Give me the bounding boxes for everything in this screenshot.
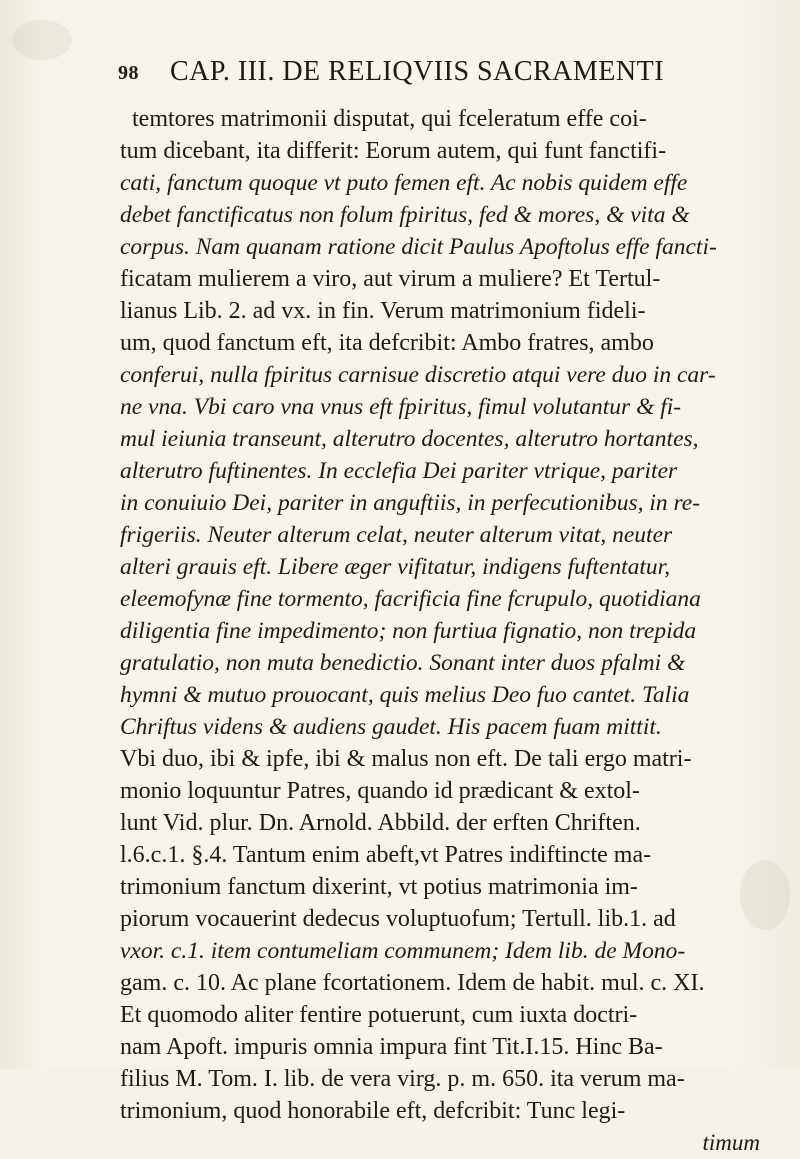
text-line: gratulatio, non muta benedictio. Sonant inter duos pfalmi & — [120, 650, 686, 676]
text-line: filius M. Tom. I. lib. de vera virg. p. m. 650. ita verum ma- — [120, 1066, 685, 1092]
text-line: Vbi duo, ibi & ipfe, ibi & malus non eft. De tali ergo matri- — [120, 746, 692, 772]
text-line: temtores matrimonii disputat, qui fceleratum effe coi- — [132, 106, 647, 132]
text-line: mul ieiunia transeunt, alterutro docentes, alterutro hortantes, — [120, 426, 699, 452]
text-line: lianus Lib. 2. ad vx. in fin. Verum matrimonium fideli- — [120, 298, 646, 324]
text-line: ne vna. Vbi caro vna vnus eft fpiritus, fimul volutantur & fi- — [120, 394, 682, 420]
text-line: debet fanctificatus non folum fpiritus, fed & mores, & vita & — [120, 202, 690, 228]
text-line: um, quod fanctum eft, ita defcribit: Ambo fratres, ambo — [120, 330, 654, 356]
catchword: timum — [702, 1130, 760, 1155]
text-line: in conuiuio Dei, pariter in anguftiis, in perfecutionibus, in re- — [120, 490, 701, 516]
text-line: hymni & mutuo prouocant, quis melius Deo fuo cantet. Talia — [120, 682, 690, 708]
chapter-title: CAP. III. DE RELIQVIIS SACRAMENTI — [170, 56, 665, 87]
text-line: vxor. c.1. item contumeliam communem; Idem lib. de Mono- — [120, 938, 686, 964]
paper-stain — [12, 20, 72, 60]
text-line: cati, fanctum quoque vt puto femen eft. Ac nobis quidem effe — [120, 170, 688, 196]
text-line: eleemofynæ fine tormento, facrificia fine fcrupulo, quotidiana — [120, 586, 701, 612]
text-line: gam. c. 10. Ac plane fcortationem. Idem de habit. mul. c. XI. — [120, 970, 705, 996]
text-line: lunt Vid. plur. Dn. Arnold. Abbild. der erften Chriften. — [120, 810, 641, 836]
text-line: corpus. Nam quanam ratione dicit Paulus Apoftolus effe fancti- — [120, 234, 717, 260]
text-line: conferui, nulla fpiritus carnisue discretio atqui vere duo in car- — [120, 362, 716, 388]
text-line: nam Apoft. impuris omnia impura fint Tit.I.15. Hinc Ba- — [120, 1034, 663, 1060]
body-text — [120, 103, 760, 1159]
text-line: piorum vocauerint dedecus voluptuofum; Tertull. lib.1. ad — [120, 906, 676, 932]
text-line: monio loquuntur Patres, quando id prædicant & extol- — [120, 778, 640, 804]
running-head — [118, 56, 718, 92]
text-line: Chriftus videns & audiens gaudet. His pacem fuam mittit. — [120, 714, 662, 740]
page-number: 98 — [118, 62, 139, 84]
text-line: diligentia fine impedimento; non furtiua fignatio, non trepida — [120, 618, 697, 644]
text-line: l.6.c.1. §.4. Tantum enim abeft,vt Patres indiftincte ma- — [120, 842, 652, 868]
text-line: alteri grauis eft. Libere æger vifitatur, indigens fuftentatur, — [120, 554, 671, 580]
text-line: trimonium fanctum dixerint, vt potius matrimonia im- — [120, 874, 638, 900]
text-line: alterutro fuftinentes. In ecclefia Dei pariter vtrique, pariter — [120, 458, 678, 484]
text-line: frigeriis. Neuter alterum celat, neuter alterum vitat, neuter — [120, 522, 673, 548]
text-line: Et quomodo aliter fentire potuerunt, cum iuxta doctri- — [120, 1002, 638, 1028]
text-line: tum dicebant, ita differit: Eorum autem, qui funt fanctifi- — [120, 138, 667, 164]
text-line: ficatam mulierem a viro, aut virum a muliere? Et Tertul- — [120, 266, 661, 292]
text-line: trimonium, quod honorabile eft, defcribit: Tunc legi- — [120, 1098, 626, 1124]
